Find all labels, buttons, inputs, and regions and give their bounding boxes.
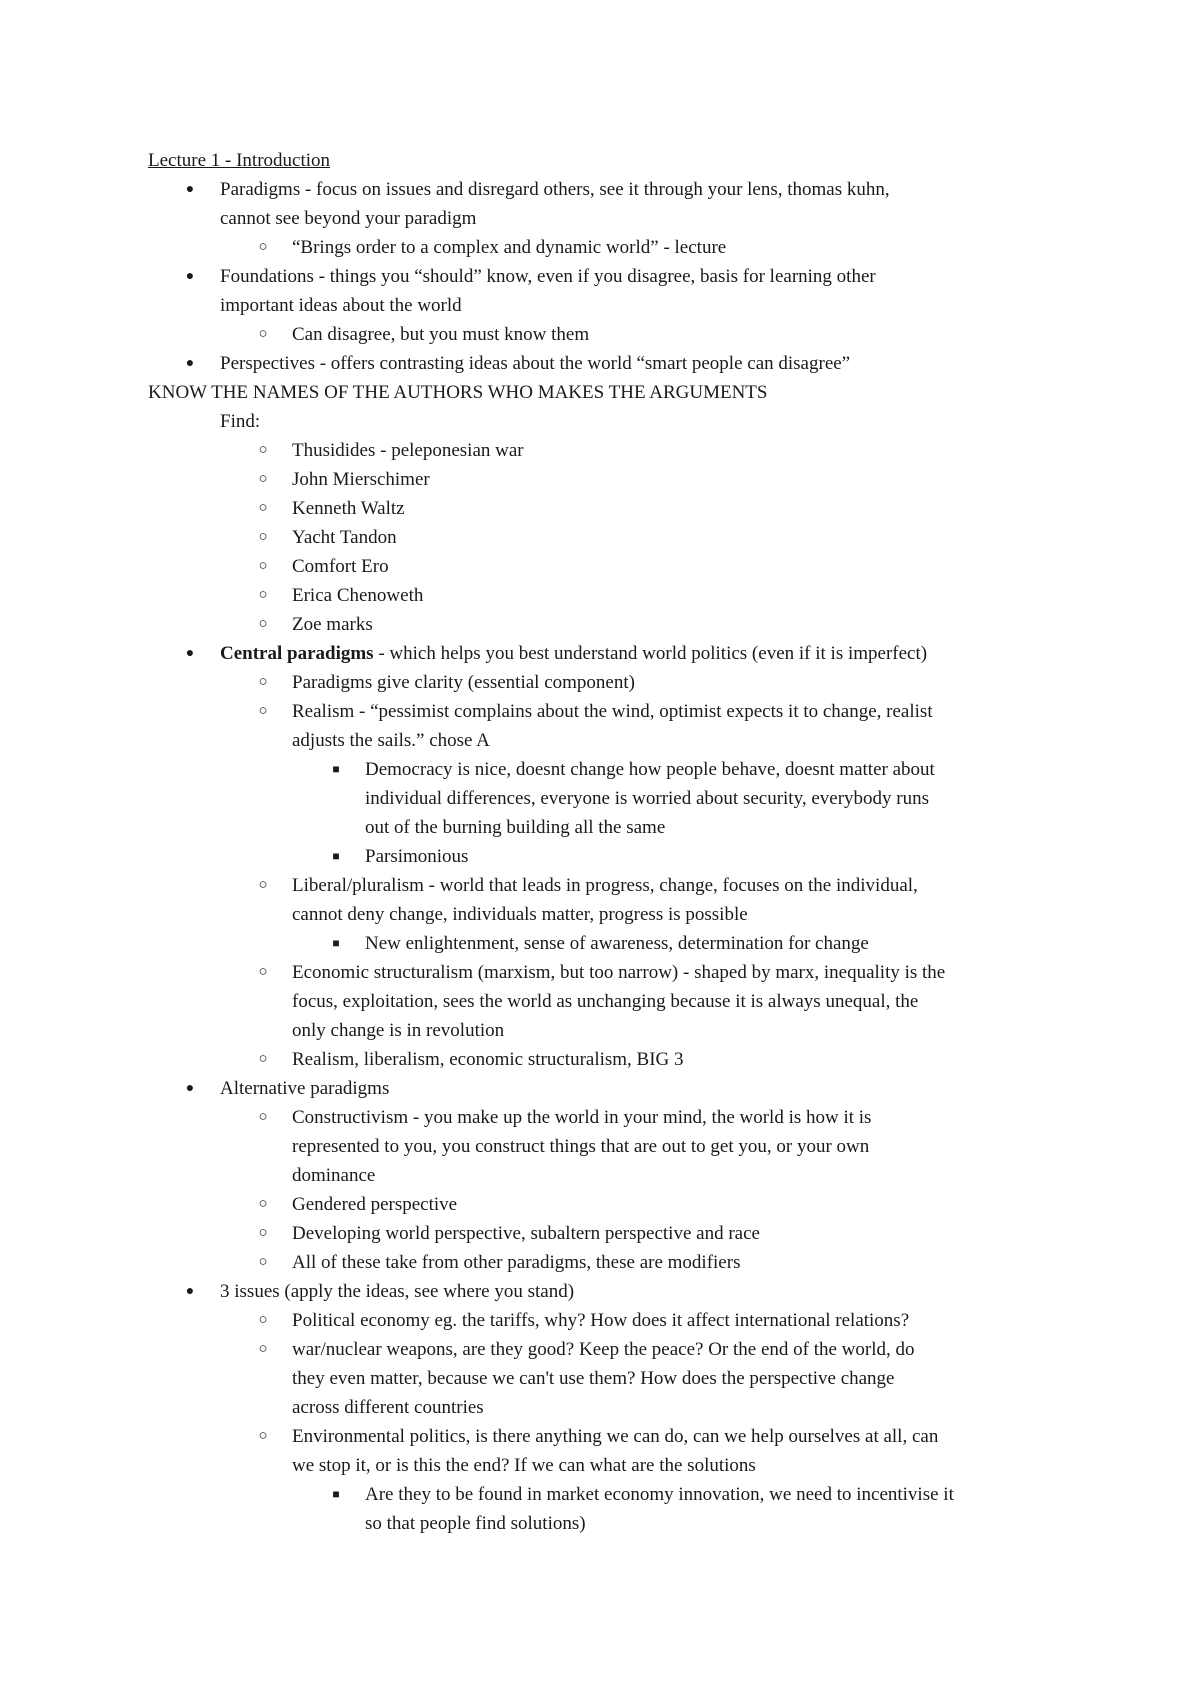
author-item: Comfort Ero [292,556,389,577]
circle-marker: ○ [258,1051,268,1067]
authors-heading: KNOW THE NAMES OF THE AUTHORS WHO MAKES THE ARGUMENTS [148,382,768,403]
sub-item: Can disagree, but you must know them [292,324,590,345]
square-marker: ■ [332,936,340,950]
sub-item-continuation: we stop it, or is this the end? If we can what are the solutions [292,1455,756,1476]
sub-sub-item: Democracy is nice, doesnt change how people behave, doesnt matter about [365,759,935,780]
circle-marker: ○ [258,964,268,980]
list-item-central-paradigms [220,639,927,668]
sub-sub-item-continuation: out of the burning building all the same [365,817,666,838]
sub-item-continuation: they even matter, because we can't use them? How does the perspective change [292,1368,895,1389]
sub-item-nuclear: war/nuclear weapons, are they good? Keep the peace? Or the end of the world, do [292,1339,915,1360]
central-paradigms-label: Central paradigms [220,643,374,664]
sub-item-quote: “Brings order to a complex and dynamic world” - lecture [292,237,727,258]
sub-item-constructivism: Constructivism - you make up the world in your mind, the world is how it is [292,1107,872,1128]
sub-item-continuation: represented to you, you construct things that are out to get you, or your own [292,1136,870,1157]
bullet-marker: ● [185,356,195,371]
bullet-marker: ● [185,269,195,284]
list-item-continuation: cannot see beyond your paradigm [220,208,477,229]
circle-marker: ○ [258,1254,268,1270]
circle-marker: ○ [258,1196,268,1212]
sub-item: Gendered perspective [292,1194,458,1215]
sub-item-continuation: adjusts the sails.” chose A [292,730,490,751]
circle-marker: ○ [258,616,268,632]
circle-marker: ○ [258,587,268,603]
sub-item-continuation: only change is in revolution [292,1020,505,1041]
find-label: Find: [220,411,261,432]
sub-item-realism: Realism - “pessimist complains about the wind, optimist expects it to change, realist [292,701,933,722]
author-item: Thusidides - peleponesian war [292,440,524,461]
sub-item-economic: Economic structuralism (marxism, but too narrow) - shaped by marx, inequality is the [292,962,946,983]
sub-item-liberal: Liberal/pluralism - world that leads in progress, change, focuses on the individual, [292,875,918,896]
sub-item-continuation: across different countries [292,1397,484,1418]
sub-item-continuation: cannot deny change, individuals matter, progress is possible [292,904,748,925]
sub-item: Political economy eg. the tariffs, why? How does it affect international relations? [292,1310,910,1331]
sub-sub-item-continuation: so that people find solutions) [365,1513,586,1534]
central-paradigms-text: - which helps you best understand world politics (even if it is imperfect) [373,643,928,664]
circle-marker: ○ [258,1312,268,1328]
author-item: Zoe marks [292,614,373,635]
square-marker: ■ [332,1487,340,1501]
circle-marker: ○ [258,529,268,545]
bullet-marker: ● [185,182,195,197]
sub-item: All of these take from other paradigms, these are modifiers [292,1252,741,1273]
bullet-marker: ● [185,1081,195,1096]
circle-marker: ○ [258,877,268,893]
sub-sub-item: Are they to be found in market economy innovation, we need to incentivise it [365,1484,954,1505]
list-item-foundations: Foundations - things you “should” know, even if you disagree, basis for learning other [220,266,876,287]
square-marker: ■ [332,849,340,863]
circle-marker: ○ [258,1341,268,1357]
bullet-marker: ● [185,1284,195,1299]
square-marker: ■ [332,762,340,776]
circle-marker: ○ [258,1428,268,1444]
list-item-paradigms: Paradigms - focus on issues and disregard others, see it through your lens, thomas kuhn, [220,179,890,200]
page-title: Lecture 1 - Introduction [148,150,331,171]
sub-sub-item: New enlightenment, sense of awareness, determination for change [365,933,869,954]
sub-item: Paradigms give clarity (essential component) [292,672,635,693]
circle-marker: ○ [258,500,268,516]
sub-item-continuation: dominance [292,1165,376,1186]
circle-marker: ○ [258,471,268,487]
list-item-continuation: important ideas about the world [220,295,462,316]
circle-marker: ○ [258,326,268,342]
sub-item: Realism, liberalism, economic structuralism, BIG 3 [292,1049,684,1070]
list-item-3-issues: 3 issues (apply the ideas, see where you stand) [220,1281,575,1302]
sub-sub-item: Parsimonious [365,846,469,867]
author-item: Yacht Tandon [292,527,397,548]
sub-sub-item-continuation: individual differences, everyone is worried about security, everybody runs [365,788,930,809]
sub-item-environmental: Environmental politics, is there anything we can do, can we help ourselves at all, can [292,1426,939,1447]
author-item: Kenneth Waltz [292,498,405,519]
circle-marker: ○ [258,1109,268,1125]
author-item: Erica Chenoweth [292,585,424,606]
author-item: John Mierschimer [292,469,430,490]
sub-item: Developing world perspective, subaltern perspective and race [292,1223,760,1244]
circle-marker: ○ [258,442,268,458]
list-item-alternative-paradigms: Alternative paradigms [220,1078,390,1099]
sub-item-continuation: focus, exploitation, sees the world as unchanging because it is always unequal, the [292,991,919,1012]
list-item-perspectives: Perspectives - offers contrasting ideas about the world “smart people can disagree” [220,353,851,374]
circle-marker: ○ [258,1225,268,1241]
circle-marker: ○ [258,703,268,719]
circle-marker: ○ [258,674,268,690]
circle-marker: ○ [258,558,268,574]
circle-marker: ○ [258,239,268,255]
bullet-marker: ● [185,646,195,661]
